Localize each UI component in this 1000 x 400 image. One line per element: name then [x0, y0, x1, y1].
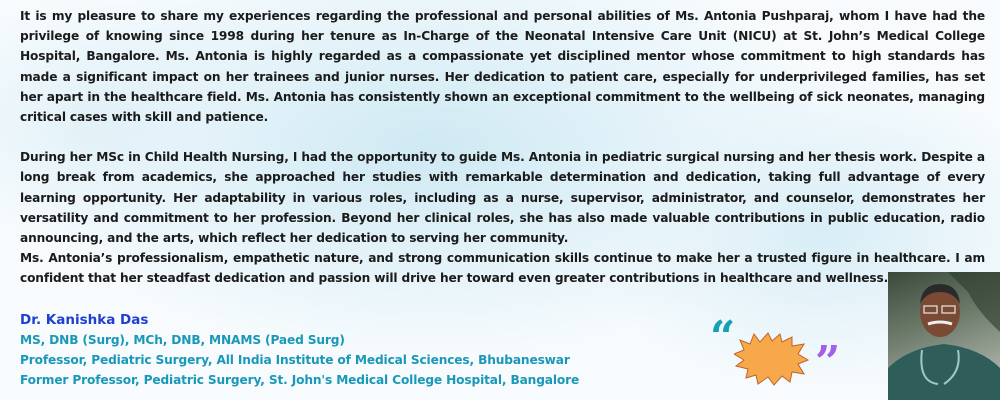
- signature-block: [20, 310, 579, 390]
- paragraph-2: During her MSc in Child Health Nursing, I had the opportunity to guide Ms. Antonia in pediatric surgical nursing and her thesis work. Despite a long break from academics, she approached her studies with remarkable determination and dedication, taking full advantage of every learning opportunity. Her adaptability in various roles, including as a nurse, supervisor, administrator, and counselor, demonstrates her versatility and commitment to her profession. Beyond her clinical roles, she has also made valuable contributions in public education, radio announcing, and the arts, which reflect her dedication to serving her community.: [20, 150, 985, 246]
- author-photo: [888, 272, 1000, 400]
- paragraph-1: It is my pleasure to share my experiences regarding the professional and personal abilities of Ms. Antonia Pushparaj, whom I have had the privilege of knowing since 1998 during her tenure as In-Charge of the Neonatal Intensive Care Unit (NICU) at St. John’s Medical College Hospital, Bangalore. Ms. Antonia is highly regarded as a compassionate yet disciplined mentor whose commitment to high standards has made a significant impact on her trainees and junior nurses. Her dedication to patient care, especially for underprivileged families, has set her apart in the healthcare field. Ms. Antonia has consistently shown an exceptional commitment to the wellbeing of sick neonates, managing critical cases with skill and patience.: [20, 9, 985, 125]
- speech-burst-icon: [734, 332, 810, 386]
- testimonial-text: [20, 6, 985, 289]
- open-quote-icon: “: [710, 312, 736, 363]
- author-name: Dr. Kanishka Das: [20, 312, 149, 328]
- author-current-role: Professor, Pediatric Surgery, All India Institute of Medical Sciences, Bhubaneswar: [20, 353, 570, 367]
- close-quote-icon: ”: [815, 337, 841, 388]
- paragraph-3: Ms. Antonia’s professionalism, empathetic nature, and strong communication skills continue to make her a trusted figure in healthcare. I am confident that her steadfast dedication and passion will drive her toward even greater contributions in healthcare and wellness.: [20, 251, 985, 286]
- author-former-role: Former Professor, Pediatric Surgery, St. John's Medical College Hospital, Bangalore: [20, 373, 580, 387]
- author-credentials: MS, DNB (Surg), MCh, DNB, MNAMS (Paed Surg): [20, 333, 345, 347]
